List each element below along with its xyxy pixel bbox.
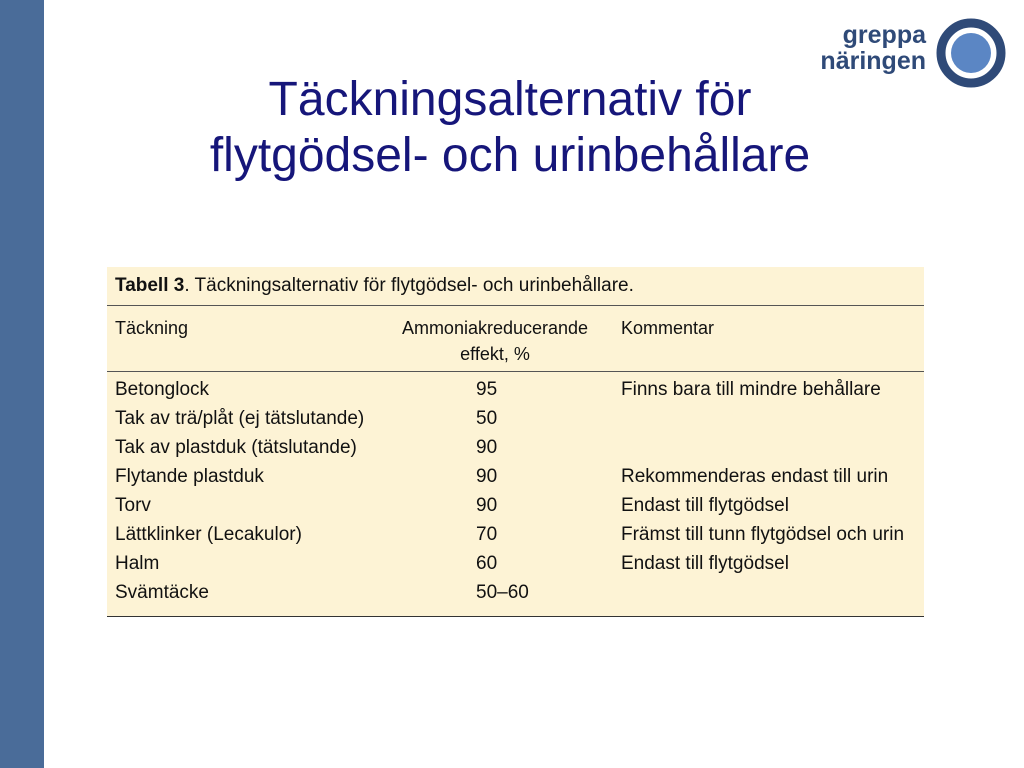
header-kommentar: Kommentar <box>621 318 715 338</box>
cell-cover: Halm <box>115 553 160 574</box>
logo-line-1: greppa <box>842 21 926 49</box>
table-row <box>107 494 924 523</box>
cell-cover: Lättklinker (Lecakulor) <box>115 524 302 545</box>
cell-effect: 90 <box>476 466 498 487</box>
header-ammoniak-line-2: effekt, % <box>460 344 530 364</box>
table-row <box>107 552 924 581</box>
title-line-2: flytgödsel- och urinbehållare <box>209 129 811 182</box>
table-row <box>107 465 924 494</box>
cell-effect: 50 <box>476 408 498 429</box>
cell-cover: Betonglock <box>115 379 210 400</box>
cell-comment: Finns bara till mindre behållare <box>621 379 881 400</box>
table-caption-text: . Täckningsalternativ för flytgödsel- och urinbehållare. <box>184 275 634 296</box>
table-row <box>107 378 924 407</box>
cell-cover: Tak av trä/plåt (ej tätslutande) <box>115 408 365 429</box>
cell-effect: 50–60 <box>476 582 529 603</box>
table-caption <box>115 275 634 297</box>
table-row <box>107 407 924 436</box>
cell-effect: 60 <box>476 553 498 574</box>
table-caption-label: Tabell 3 <box>115 275 185 296</box>
table-row <box>107 581 924 610</box>
slide-title <box>60 72 960 184</box>
header-tackning: Täckning <box>115 318 189 338</box>
coverage-table <box>107 267 924 617</box>
cell-comment: Främst till tunn flytgödsel och urin <box>621 524 905 545</box>
cell-comment: Endast till flytgödsel <box>621 495 789 516</box>
header-ammoniak <box>389 315 601 367</box>
cell-effect: 95 <box>476 379 498 400</box>
cell-comment: Rekommenderas endast till urin <box>621 466 889 487</box>
table-body <box>107 378 924 610</box>
logo-text <box>820 22 926 74</box>
table-row <box>107 523 924 552</box>
left-accent-bar <box>0 0 44 768</box>
logo-line-2: näringen <box>820 47 926 75</box>
cell-effect: 90 <box>476 495 498 516</box>
cell-effect: 90 <box>476 437 498 458</box>
table-row <box>107 436 924 465</box>
cell-cover: Tak av plastduk (tätslutande) <box>115 437 357 458</box>
header-ammoniak-line-1: Ammoniakreducerande <box>401 318 589 338</box>
table-rule-top <box>107 305 924 306</box>
cell-cover: Torv <box>115 495 151 516</box>
table-rule-header <box>107 371 924 372</box>
cell-effect: 70 <box>476 524 498 545</box>
cell-cover: Svämtäcke <box>115 582 209 603</box>
cell-cover: Flytande plastduk <box>115 466 264 487</box>
title-line-1: Täckningsalternativ för <box>268 73 752 126</box>
cell-comment: Endast till flytgödsel <box>621 553 789 574</box>
